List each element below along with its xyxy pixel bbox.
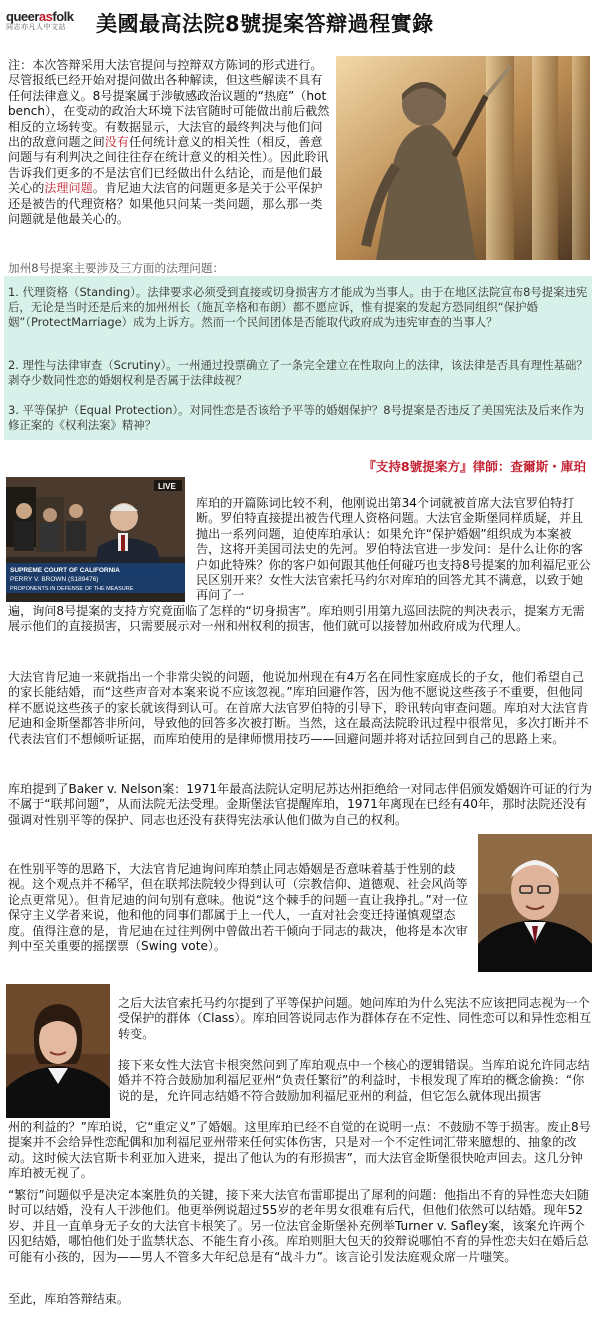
paragraph-procreation: “繁衍”问题似乎是决定本案胜负的关键，接下来大法官布雷耶提出了犀利的问题：他指出不育的异性恋夫妇随时可以结婚，没有人干涉他们。他更举例说超过55岁的老年男女很难有后代，但他们依然可以结婚。现年52岁、并且一直单身无子女的大法官卡根笑了。另一位法官金斯堡补充例举Turner v. Safley案，该案允许两个囚犯结婚，哪怕他们处于监禁状态、不能生育小孩。库珀则胆大包天的狡辩说哪怕不育的异性恋夫妇在婚后总可能有小孩的，因为——男人不管多大年纪总是有“战斗力”。该言论引发法庭观众席一片嗤笑。 [8,1188,589,1264]
page-title: 美國最高法院8號提案答辯過程實錄 [96,12,434,36]
kennedy-illustration [478,834,592,972]
intro-text-1: 注：本次答辩采用大法官提问与控辩双方陈词的形式进行。尽管报纸已经开始对提问做出各种解读，但这些解读不具有任何法律意义。8号提案属于涉敏感政治议题的“热庭”（hot bench），在变动的政治大环境下法官随时可能做出前后截然相反的立场转变。有数据显示，大法官的最终判决与他们问出的敌意问题之间 [8,58,330,150]
video-caption-court: SUPREME COURT OF CALIFORNIA [10,567,120,574]
logo-text-folk: folk [52,9,74,24]
intro-text-3: 。肯尼迪大法官的问题更多是关于公平保护还是被告的代理资格？如果他只问某一类问题，那么那一类问题就是他最关心的。 [8,181,323,227]
paragraph-cooper-opening-cont: 遍，询问8号提案的支持方究竟面临了怎样的“切身损害”。库珀则引用第九巡回法院的判决表示，提案方无需展示他们的直接损害，只需要展示对一州和州权利的损害，他们就可以接替加州政府成为代理人。 [8,604,585,634]
intro-highlight-2: 法理问题 [44,181,93,196]
paragraph-kennedy-children: 大法官肯尼迪一来就指出一个非常尖锐的问题，他说加州现在有4万名在同性家庭成长的子女，他们希望自己的家长能结婚，而“这些声音对本案来说不应该忽视。”库珀回避作答，因为他不愿说这些孩子不重要，但他同样不愿说这些孩子的家长就该得到认可。在首席大法官罗伯特的引导下，聆讯转向审查问题。库珀对大法官肯尼迪和金斯堡都答非所问，导致他的回答多次被打断。当然，这在最高法院聆讯过程中很常见，多次打断并不代表法官们不想倾听证据，而库珀使用的是律师惯用技巧——回避问题并将对话拉回到自己的思路上来。 [8,670,589,746]
issue-scrutiny: 2. 理性与法律审查（Scrutiny）。一州通过投票确立了一条完全建立在性取向上的法律，该法律是否具有理性基础？剥夺少数同性恋的婚姻权利是否属于法律歧视？ [8,358,588,387]
video-caption-case: PERRY V. BROWN (S189476) [10,576,99,583]
intro-text-2: 任何统计意义的相关性（相反，善意问题与有利判决之间往往存在统计意义的相关性）。因此聆讯告诉我们更多的不是法官们已经做出什么结论，而是他们最关心的 [8,135,329,196]
intro-highlight-1: 没有 [104,135,129,150]
paragraph-kagan-logic-cont: 州的利益的？”库珀说，它“重定义”了婚姻。这里库珀已经不自觉的在说明一点：不鼓励不等于损害。废止8号提案并不会给异性恋配偶和加利福尼亚州带来任何实体伤害，只是对一个不定性词汇带来臆想的、抽象的改动。这时候大法官斯卡利亚加入进来，提出了他认为的有形损害”，而大法官金斯堡很快呛声回去。这几分钟库珀被无视了。 [8,1120,591,1181]
issues-subheading: 加州8号提案主要涉及三方面的法理问题： [8,261,225,275]
attorney-heading: 『支持8號提案方』律師：查爾斯・庫珀 [363,459,586,474]
justice-kennedy-portrait [478,834,592,972]
justice-kagan-portrait [6,984,110,1118]
paragraph-cooper-opening: 库珀的开篇陈词比较不利，他刚说出第34个词就被首席大法官罗伯特打断。罗伯特直接提出被告代理人资格问题。大法官金斯堡同样质疑，并且抛出一系列问题，迫使库珀承认：如果允许“保护婚姻”组织成为本案被告，这将开美国司法史的先河。罗伯特法官进一步发问：是什么让你的客户如此特殊？你的客户如何跟其他任何碰巧也支持8号提案的加利福尼亚公民区别开来？女性大法官索托马约尔对库珀的回答尤其不满意，以致于她再问了一 [196,496,591,603]
justice-statue-photo [336,56,590,260]
live-badge: LIVE [158,482,176,491]
legal-issues-box [4,276,592,440]
site-logo [6,10,86,40]
statue-illustration [336,56,590,260]
intro-paragraph [8,58,330,227]
issue-standing: 1. 代理资格（Standing）。法律要求必须受到直接或切身损害方才能成为当事人。由于在地区法院宣布8号提案违宪后，无论是当时还是后来的加州州长（施瓦辛格和布朗）都不愿应诉，惟有提案的发起方恐同组织“保护婚姻”（ProtectMarriage）成为上诉方。然而一个民间团体是否能取代政府成为违宪审查的当事人？ [8,285,588,329]
paragraph-gender-equality: 在性别平等的思路下，大法官肯尼迪询问库珀禁止同志婚姻是否意味着基于性别的歧视。这个观点并不稀罕，但在联邦法院较少得到认可（宗教信仰、道德观、社会风尚等论点更常见）。但肯尼迪的问句别有意味。他说“这个棘手的问题一直让我挣扎。”对一位保守主义学者来说，他和他的同事们都属于上一代人，一直对社会变迁持谨慎观望态度。值得注意的是，肯尼迪在过往判例中曾做出若干倾向于同志的裁决，他将是本次审判中至关重要的摇摆票（Swing vote）。 [8,862,468,954]
paragraph-sotomayor-class: 之后大法官索托马约尔提到了平等保护问题。她问库珀为什么宪法不应该把同志视为一个受保护的群体（Class）。库珀回答说同志作为群体存在不定性、同性恋可以和异性恋相互转变。 [118,996,592,1041]
video-caption-side: PROPONENTS IN DEFENSE OF THE MEASURE [10,586,134,592]
court-video-illustration [6,477,185,602]
paragraph-baker-nelson: 库珀提到了Baker v. Nelson案：1971年最高法院认定明尼苏达州拒绝给一对同志伴侣颁发婚姻许可证的行为不属于“联邦问题”，从而法院无法受理。金斯堡法官提醒库珀，1971年离现在已经有40年，那时法院还没有强调对性别平等的保护、同志也还没有获得宪法承认他们做为自己的权利。 [8,782,592,827]
issue-equal-protection: 3. 平等保护（Equal Protection）。对同性恋是否该给予平等的婚姻保护？8号提案是否违反了美国宪法及后来作为修正案的《权利法案》精神？ [8,403,585,432]
court-video-still [6,477,185,602]
paragraph-conclusion: 至此，库珀答辩结束。 [8,1292,129,1306]
logo-subtitle: 同志亦凡人中文站 [6,23,66,31]
logo-text-as: as [38,9,53,24]
logo-text-queer: queer [6,9,39,24]
kagan-illustration [6,984,110,1118]
paragraph-kagan-logic: 接下来女性大法官卡根突然问到了库珀观点中一个核心的逻辑错误。当库珀说允许同志结婚并不符合鼓励加利福尼亚州“负责任繁衍”的利益时，卡根发现了库珀的概念偷换：“你说的是，允许同志结婚不符合鼓励加利福尼亚州的利益，但它怎么就体现出损害 [118,1058,590,1103]
